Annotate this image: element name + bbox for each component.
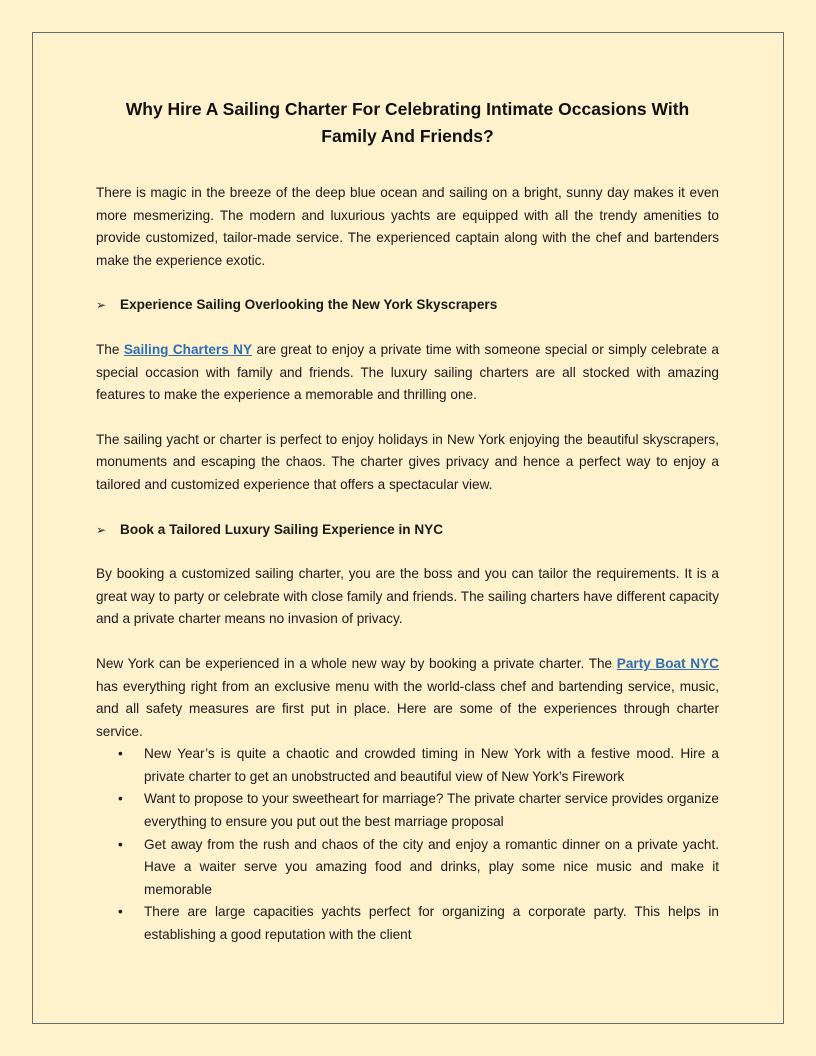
section-heading-text: Book a Tailored Luxury Sailing Experience in NYC (120, 521, 444, 537)
bullet-icon: • (118, 791, 123, 807)
list-item (96, 788, 719, 833)
bullet-icon: • (118, 904, 123, 920)
section-heading-nyc (96, 519, 719, 542)
list-item (96, 901, 719, 946)
party-boat-nyc-link[interactable]: Party Boat NYC (616, 655, 719, 671)
arrow-bullet-icon: ➢ (96, 298, 107, 313)
list-item-text: Want to propose to your sweetheart for marriage? The private charter service provides organize everything to ensure you put out the best marriage proposal (144, 791, 719, 830)
section-heading-text: Experience Sailing Overlooking the New York Skyscrapers (120, 297, 498, 313)
section-heading-skyscrapers (96, 294, 719, 317)
paragraph-text: New York can be experienced in a whole new way by booking a private charter. The (96, 655, 617, 671)
list-item (96, 743, 719, 788)
paragraph-text: The (96, 341, 124, 357)
list-item-text: There are large capacities yachts perfect for organizing a corporate party. This helps in establishing a good reputation with the client (144, 904, 719, 943)
list-item-text: Get away from the rush and chaos of the city and enjoy a romantic dinner on a private yacht. Have a waiter serve you amazing food and drinks, play some nice music and make it memorable (144, 836, 719, 897)
sailing-charters-paragraph (96, 339, 719, 407)
sailing-charters-ny-link[interactable]: Sailing Charters NY (123, 341, 253, 357)
party-boat-paragraph (96, 653, 719, 743)
experience-list (96, 743, 719, 946)
paragraph-text: are great to enjoy a private time with someone special or simply celebrate a special occasion with family and friends. The luxury sailing charters are all stocked with amazing features to make the experience a memorable and thrilling one. (96, 341, 719, 403)
paragraph-text: has everything right from an exclusive menu with the world-class chef and bartending service, music, and all safety measures are first put in place. Here are some of the experiences through charter service. (96, 678, 719, 739)
booking-paragraph: By booking a customized sailing charter, you are the boss and you can tailor the requirements. It is a great way to party or celebrate with close family and friends. The sailing charters have different capacity and a private charter means no invasion of privacy. (96, 566, 719, 627)
arrow-bullet-icon: ➢ (96, 522, 107, 537)
list-item (96, 834, 719, 902)
bullet-icon: • (118, 746, 123, 762)
document-body (96, 96, 719, 947)
skyscrapers-paragraph: The sailing yacht or charter is perfect to enjoy holidays in New York enjoying the beautiful skyscrapers, monuments and escaping the chaos. The charter gives privacy and hence a perfect way to enjoy a tailored and customized experience that offers a spectacular view. (96, 431, 719, 492)
list-item-text: New Year’s is quite a chaotic and crowded timing in New York with a festive mood. Hire a private charter to get an unobstructed and beautiful view of New York’s Firework (144, 746, 719, 784)
intro-paragraph: There is magic in the breeze of the deep blue ocean and sailing on a bright, sunny day makes it even more mesmerizing. The modern and luxurious yachts are equipped with all the trendy amenities to provide customized, tailor-made service. The experienced captain along with the chef and bartenders make the experience exotic. (96, 185, 719, 268)
bullet-icon: • (118, 836, 123, 852)
page-title: Why Hire A Sailing Charter For Celebrating Intimate Occasions With Family And Friends? (125, 99, 690, 146)
